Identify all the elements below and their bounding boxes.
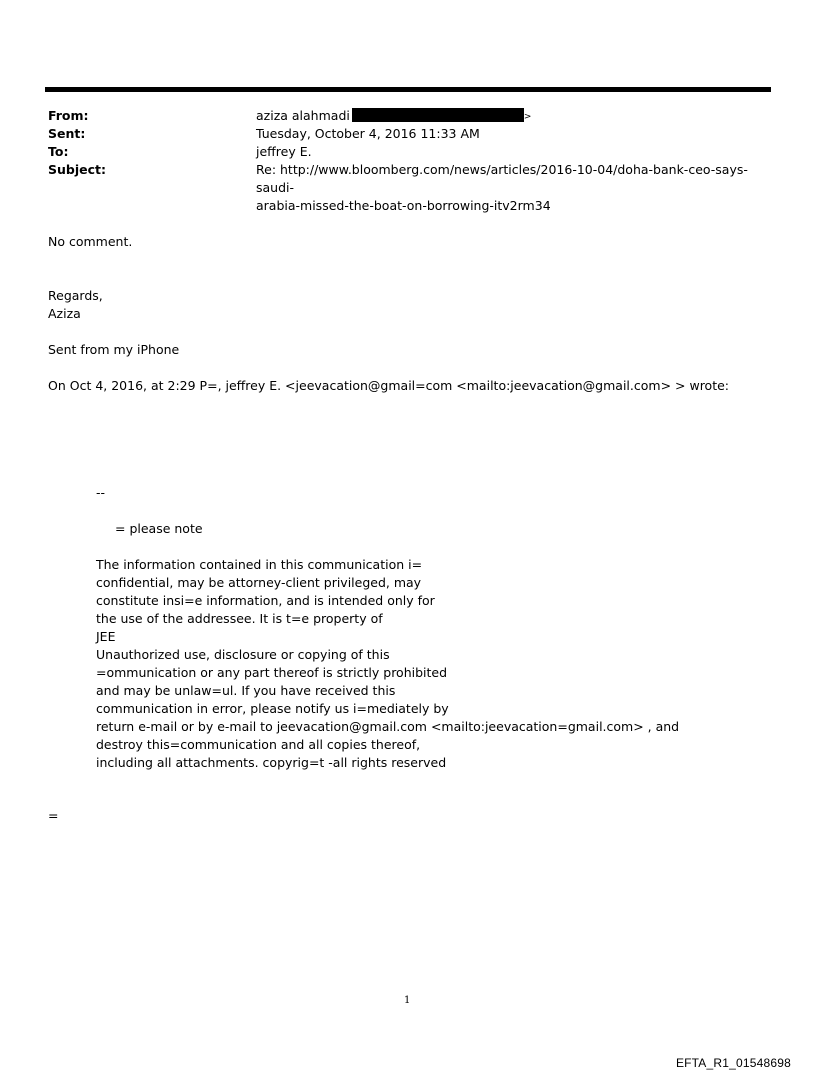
sent-value: Tuesday, October 4, 2016 11:33 AM: [256, 126, 480, 141]
disclaimer-line: confidential, may be attorney-client privileged, may: [96, 575, 422, 590]
disclaimer-line: including all attachments. copyrig=t -all rights reserved: [96, 755, 447, 770]
disclaimer-line: Unauthorized use, disclosure or copying of this: [96, 647, 390, 662]
subject-value: [256, 161, 776, 215]
disclaimer-line: JEE: [96, 629, 116, 644]
redaction-block: [352, 108, 524, 122]
page-number: 1: [404, 995, 411, 1006]
disclaimer-line: return e-mail or by e-mail to jeevacation@gmail.com <mailto:jeevacation=gmail.com> , and: [96, 719, 680, 734]
to-value: jeffrey E.: [256, 144, 312, 159]
quote-intro: On Oct 4, 2016, at 2:29 P=, jeffrey E. <jeevacation@gmail=com <mailto:jeevacation@gmail.com> > wrote:: [48, 378, 730, 393]
bates-number: EFTA_R1_01548698: [675, 1056, 791, 1070]
disclaimer-block: [96, 556, 679, 772]
from-label: From:: [48, 108, 89, 123]
sent-from-text: Sent from my iPhone: [48, 342, 180, 357]
subject-line-2: arabia-missed-the-boat-on-borrowing-itv2rm34: [256, 198, 551, 213]
from-tail: >: [523, 112, 532, 122]
disclaimer-line: the use of the addressee. It is t=e property of: [96, 611, 383, 626]
disclaimer-line: The information contained in this communication i=: [96, 557, 423, 572]
please-note: = please note: [115, 521, 203, 536]
to-label: To:: [48, 144, 69, 159]
disclaimer-line: destroy this=communication and all copies thereof,: [96, 737, 421, 752]
comment-text: No comment.: [48, 234, 133, 249]
header-rule: [45, 87, 771, 92]
disclaimer-line: communication in error, please notify us i=mediately by: [96, 701, 449, 716]
regards-text: Regards,: [48, 288, 103, 303]
subject-label: Subject:: [48, 162, 106, 177]
disclaimer-line: =ommunication or any part thereof is strictly prohibited: [96, 665, 448, 680]
from-name: aziza alahmadi: [256, 108, 350, 123]
signature-text: Aziza: [48, 306, 81, 321]
signature-dashes: --: [96, 485, 106, 500]
disclaimer-line: and may be unlaw=ul. If you have received this: [96, 683, 396, 698]
trailing-equals: =: [48, 808, 59, 823]
sent-label: Sent:: [48, 126, 86, 141]
subject-line-1: Re: http://www.bloomberg.com/news/articles/2016-10-04/doha-bank-ceo-says-saudi-: [256, 162, 748, 195]
from-value: [256, 107, 776, 126]
disclaimer-line: constitute insi=e information, and is intended only for: [96, 593, 435, 608]
